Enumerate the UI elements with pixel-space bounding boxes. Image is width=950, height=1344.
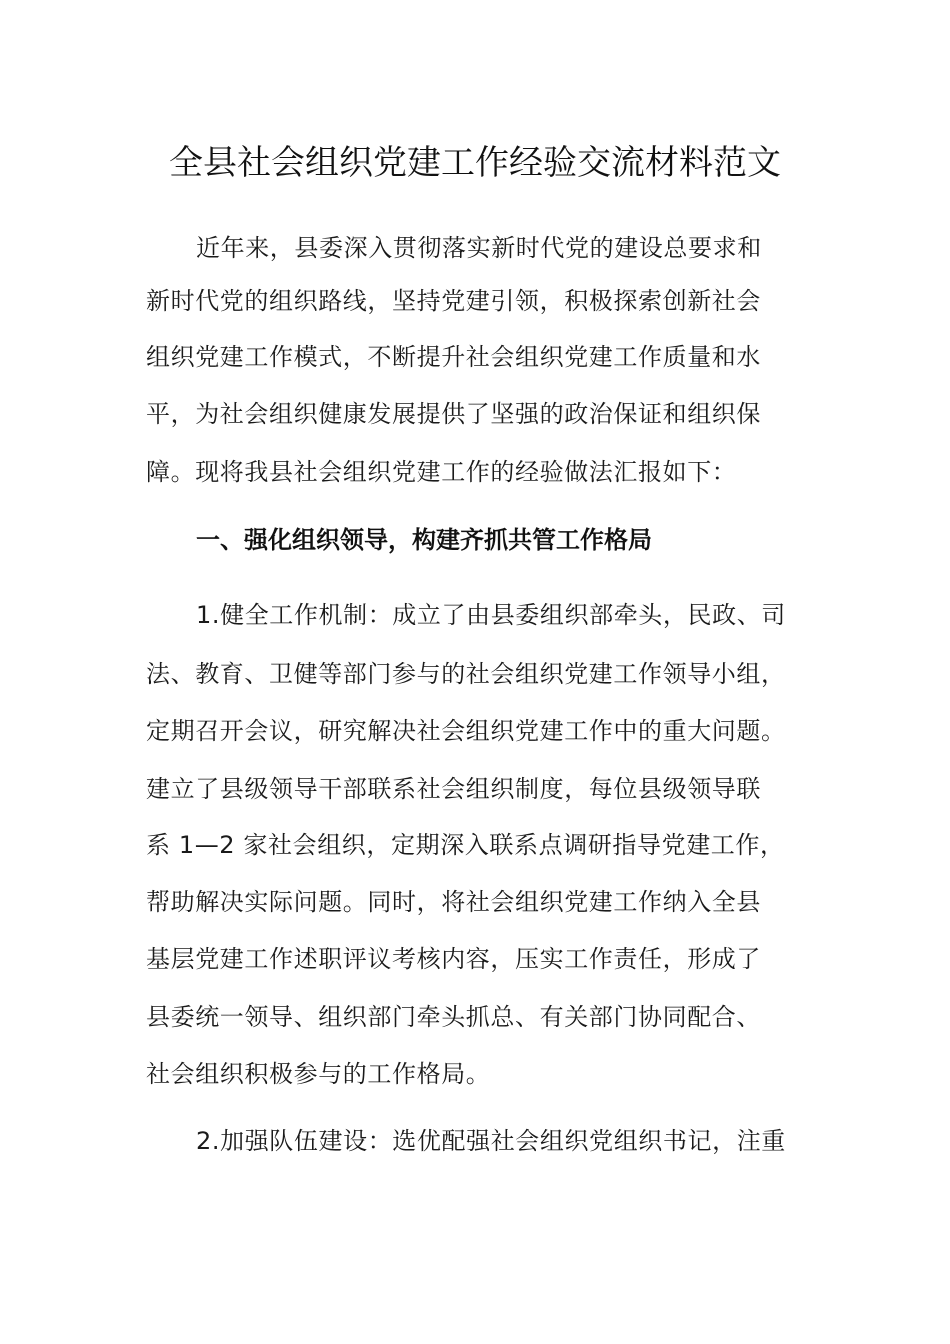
paragraph-line: 系 1—2 家社会组织，定期深入联系点调研指导党建工作， bbox=[146, 831, 785, 859]
paragraph-line: 障。现将我县社会组织党建工作的经验做法汇报如下： bbox=[146, 458, 737, 486]
paragraph-line: 法、教育、卫健等部门参与的社会组织党建工作领导小组， bbox=[146, 660, 786, 688]
paragraph-line: 县委统一领导、组织部门牵头抓总、有关部门协同配合、 bbox=[146, 1003, 761, 1031]
paragraph-line: 1.健全工作机制：成立了由县委组织部牵头，民政、司 bbox=[196, 601, 786, 629]
paragraph-line: 社会组织积极参与的工作格局。 bbox=[146, 1060, 491, 1088]
paragraph-line: 平，为社会组织健康发展提供了坚强的政治保证和组织保 bbox=[146, 400, 761, 428]
paragraph-line: 新时代党的组织路线，坚持党建引领，积极探索创新社会 bbox=[146, 287, 761, 315]
paragraph-line: 定期召开会议，研究解决社会组织党建工作中的重大问题。 bbox=[146, 717, 786, 745]
paragraph-line: 近年来，县委深入贯彻落实新时代党的建设总要求和 bbox=[196, 234, 762, 262]
paragraph-line: 组织党建工作模式，不断提升社会组织党建工作质量和水 bbox=[146, 343, 761, 371]
paragraph-line: 建立了县级领导干部联系社会组织制度，每位县级领导联 bbox=[146, 775, 761, 803]
paragraph-line: 2.加强队伍建设：选优配强社会组织党组织书记，注重 bbox=[196, 1127, 786, 1155]
document-title: 全县社会组织党建工作经验交流材料范文 bbox=[169, 143, 781, 183]
section-heading: 一、强化组织领导，构建齐抓共管工作格局 bbox=[196, 526, 652, 554]
paragraph-line: 基层党建工作述职评议考核内容，压实工作责任，形成了 bbox=[146, 945, 761, 973]
paragraph-line: 帮助解决实际问题。同时，将社会组织党建工作纳入全县 bbox=[146, 888, 761, 916]
